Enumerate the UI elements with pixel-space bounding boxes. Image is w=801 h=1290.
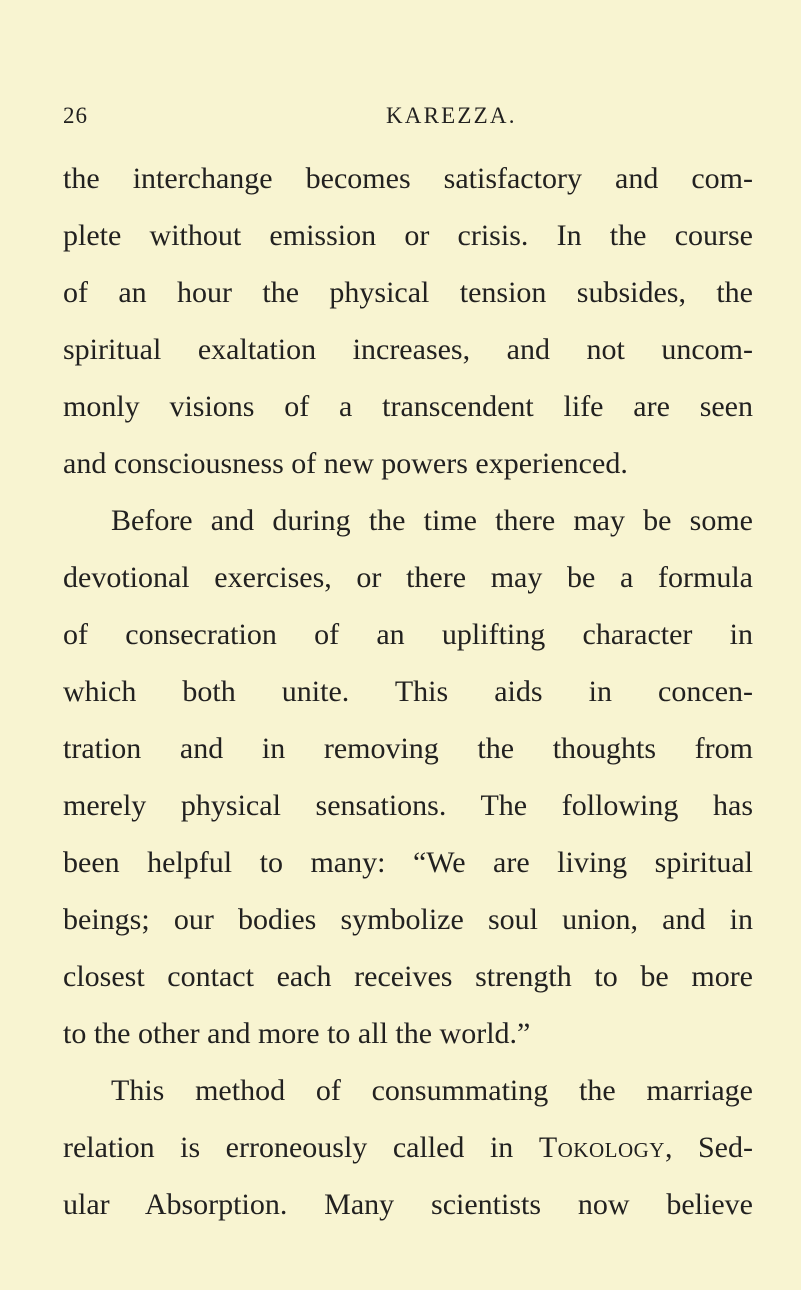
text-line: spiritual exaltation increases, and not uncom- (63, 333, 753, 366)
text-line: devotional exercises, or there may be a formula (63, 561, 753, 594)
running-head: KAREZZA. (386, 103, 517, 128)
text-line: monly visions of a transcendent life are seen (63, 390, 753, 423)
text-line: the interchange becomes satisfactory and com- (63, 162, 753, 195)
text-line: This method of consummating the marriage (111, 1074, 753, 1107)
text-line: and consciousness of new powers experienced. (63, 447, 628, 480)
page-number: 26 (63, 103, 88, 128)
page-header (63, 103, 753, 139)
book-title-smallcaps: Tokology (538, 1131, 665, 1164)
text-line: plete without emission or crisis. In the course (63, 219, 753, 252)
text-line: to the other and more to all the world.” (63, 1017, 531, 1050)
text-line: closest contact each receives strength to be more (63, 960, 753, 993)
text-line: of consecration of an uplifting character in (63, 618, 753, 651)
text-line-with-smallcaps (63, 1128, 753, 1185)
text-line: merely physical sensations. The following has (63, 789, 753, 822)
text-line: beings; our bodies symbolize soul union, and in (63, 903, 753, 936)
text-segment: relation is erroneously called in (63, 1131, 539, 1164)
text-segment: , Sed- (664, 1131, 753, 1164)
text-line: been helpful to many: “We are living spiritual (63, 846, 753, 879)
text-line: which both unite. This aids in concen- (63, 675, 753, 708)
body-text (63, 159, 753, 1242)
text-line: of an hour the physical tension subsides, the (63, 276, 753, 309)
text-line: Before and during the time there may be some (111, 504, 753, 537)
text-line: ular Absorption. Many scientists now believe (63, 1188, 753, 1221)
text-line: tration and in removing the thoughts from (63, 732, 753, 765)
